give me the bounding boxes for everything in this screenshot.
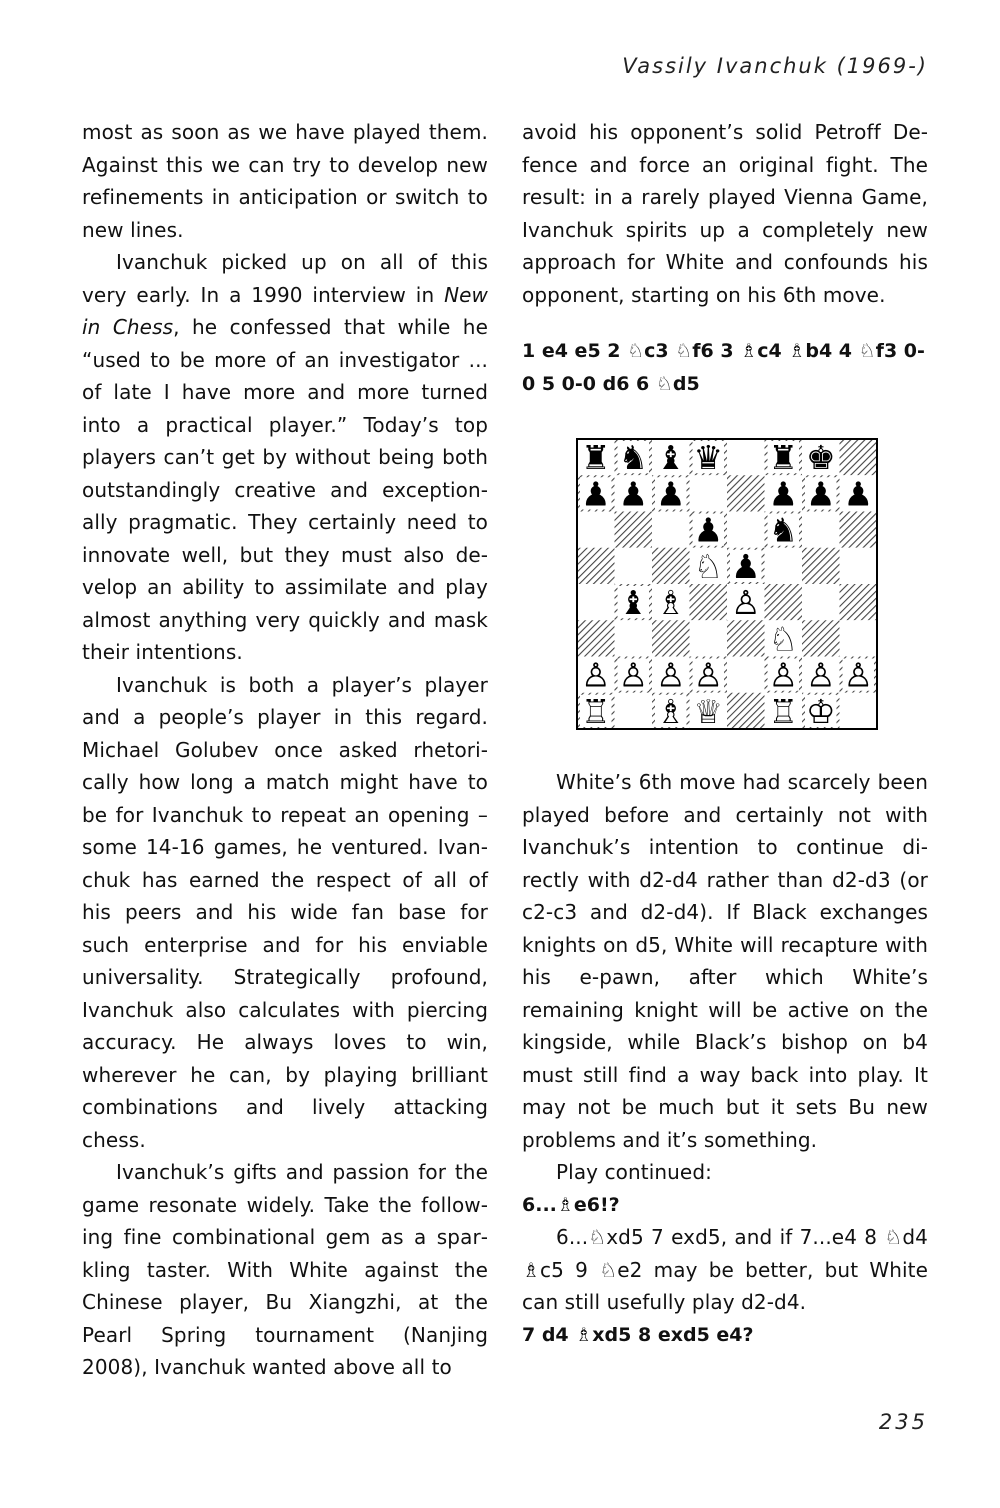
square-h4 xyxy=(840,584,878,620)
white-piece-f1: ♖ xyxy=(768,691,799,730)
paragraph-1: most as soon as we have played them. Against this we can try to develop new refinements in anticipation or switch to new lines. xyxy=(82,120,488,242)
black-piece-g8: ♚ xyxy=(805,438,836,478)
white-piece-g1: ♔ xyxy=(805,691,836,730)
move-sequence-2: 6...♗e6!? xyxy=(522,1193,620,1216)
square-a5 xyxy=(577,548,615,584)
black-piece-f7: ♟ xyxy=(768,474,799,514)
white-piece-e4: ♙ xyxy=(730,583,761,623)
page-number: 235 xyxy=(878,1410,928,1434)
white-piece-d2: ♙ xyxy=(693,655,724,695)
black-piece-g7: ♟ xyxy=(805,474,836,514)
black-piece-b7: ♟ xyxy=(618,474,649,514)
black-piece-f6: ♞ xyxy=(768,510,799,550)
white-piece-d1: ♕ xyxy=(693,691,724,730)
square-f4 xyxy=(765,584,803,620)
commentary-2: 6...♘xd5 7 exd5, and if 7...e4 8 ♘d4 ♗c5 9 ♘e2 may be better, but White can still usefully play d2-d4. xyxy=(522,1225,928,1314)
square-e3 xyxy=(727,620,765,656)
intro-paragraph: avoid his opponent’s solid Petroff Defence and force an original fight. The result: in a rarely played Vienna Game, Ivanchuk spirits up a completely new approach for White and confounds his opponent, starting on his 6th move. xyxy=(522,120,928,307)
square-a3 xyxy=(577,620,615,656)
move-sequence-1: 1 e4 e5 2 ♘c3 ♘f6 3 ♗c4 ♗b4 4 ♘f3 0-0 5 0-0 d6 6 ♘d5 xyxy=(522,340,925,395)
chess-diagram xyxy=(576,438,876,728)
commentary-1: White’s 6th move had scarcely been played before and certainly not with Ivanchuk’s intention to continue directly with d2-d4 rather than d2-d3 (or c2-c3 and d2-d4). If Black exchanges knights on d5, White will recapture with his e-pawn, after which White’s remaining knight will be active on the kingside, while Black’s bishop on b4 must still find a way back into play. It may not be much but it sets Bu new problems and it’s something. xyxy=(522,770,928,1152)
white-piece-f3: ♘ xyxy=(768,619,799,659)
square-c5 xyxy=(652,548,690,584)
white-piece-b2: ♙ xyxy=(618,655,649,695)
white-piece-c2: ♙ xyxy=(655,655,686,695)
square-g6 xyxy=(802,512,840,548)
square-a4 xyxy=(577,584,615,620)
white-piece-g2: ♙ xyxy=(805,655,836,695)
black-piece-d8: ♛ xyxy=(693,438,724,478)
square-g5 xyxy=(802,548,840,584)
paragraph-4: Ivanchuk’s gifts and passion for the game resonate widely. Take the following fine combinational gem as a sparkling taster. With White against the Chinese player, Bu Xiangzhi, at the Pearl Spring tournament (Nanjing 2008), Ivanchuk wanted above all to xyxy=(82,1160,488,1379)
square-h8 xyxy=(840,439,878,475)
square-d3 xyxy=(690,620,728,656)
running-title: Vassily Ivanchuk (1969-) xyxy=(622,54,928,78)
white-piece-f2: ♙ xyxy=(768,655,799,695)
white-piece-a2: ♙ xyxy=(580,655,611,695)
black-piece-a7: ♟ xyxy=(580,474,611,514)
black-piece-a8: ♜ xyxy=(580,438,611,478)
square-c3 xyxy=(652,620,690,656)
white-piece-a1: ♖ xyxy=(580,691,611,730)
square-h6 xyxy=(840,512,878,548)
paragraph-2-start: Ivanchuk picked up on all of this very early. In a 1990 interview in xyxy=(82,250,488,307)
black-piece-h7: ♟ xyxy=(843,474,874,514)
square-b6 xyxy=(615,512,653,548)
square-f5 xyxy=(765,548,803,584)
chess-board xyxy=(576,438,878,730)
square-g4 xyxy=(802,584,840,620)
square-e1 xyxy=(727,693,765,729)
white-piece-h2: ♙ xyxy=(843,655,874,695)
black-piece-c7: ♟ xyxy=(655,474,686,514)
square-e7 xyxy=(727,475,765,511)
square-b5 xyxy=(615,548,653,584)
white-piece-c4: ♗ xyxy=(655,583,686,623)
square-d7 xyxy=(690,475,728,511)
white-piece-d5: ♘ xyxy=(693,546,724,586)
square-c6 xyxy=(652,512,690,548)
black-piece-d6: ♟ xyxy=(693,510,724,550)
black-piece-b8: ♞ xyxy=(618,438,649,478)
left-column xyxy=(82,116,488,1384)
square-d4 xyxy=(690,584,728,620)
square-e2 xyxy=(727,657,765,693)
square-h1 xyxy=(840,693,878,729)
square-e6 xyxy=(727,512,765,548)
play-continued: Play continued: xyxy=(556,1160,712,1184)
black-piece-c8: ♝ xyxy=(655,438,686,478)
white-piece-c1: ♗ xyxy=(655,691,686,730)
square-g3 xyxy=(802,620,840,656)
black-piece-e5: ♟ xyxy=(730,546,761,586)
paragraph-2 xyxy=(82,246,488,669)
square-b3 xyxy=(615,620,653,656)
move-sequence-3: 7 d4 ♗xd5 8 exd5 e4? xyxy=(522,1323,754,1346)
square-e8 xyxy=(727,439,765,475)
square-a6 xyxy=(577,512,615,548)
paragraph-3: Ivanchuk is both a player’s player and a people’s player in this regard. Michael Golubev once asked rhetorically how long a match might have to be for Ivanchuk to repeat an opening – some 14-16 games, he ventured. Ivanchuk has earned the respect of all of his peers and his wide fan base for such enterprise and for his enviable universality. Strategically profound, Ivanchuk also calculates with piercing accuracy. He always loves to win, wherever he can, by playing brilliant combinations and lively attacking chess. xyxy=(82,672,488,1152)
magazine-title: New in Chess xyxy=(82,282,488,339)
black-piece-f8: ♜ xyxy=(768,438,799,478)
square-h5 xyxy=(840,548,878,584)
square-b1 xyxy=(615,693,653,729)
right-column xyxy=(522,116,928,1351)
paragraph-2-rest: , he confessed that while he “used to be more of an investigator ... of late I have more and more turned into a practical player.” Today’s top players can’t get by without being both outstandingly creative and exceptionally pragmatic. They certainly need to innovate well, but they must also develop an ability to assimilate and play almost anything very quickly and mask their intentions. xyxy=(82,315,488,664)
square-h3 xyxy=(840,620,878,656)
black-piece-b4: ♝ xyxy=(618,583,649,623)
